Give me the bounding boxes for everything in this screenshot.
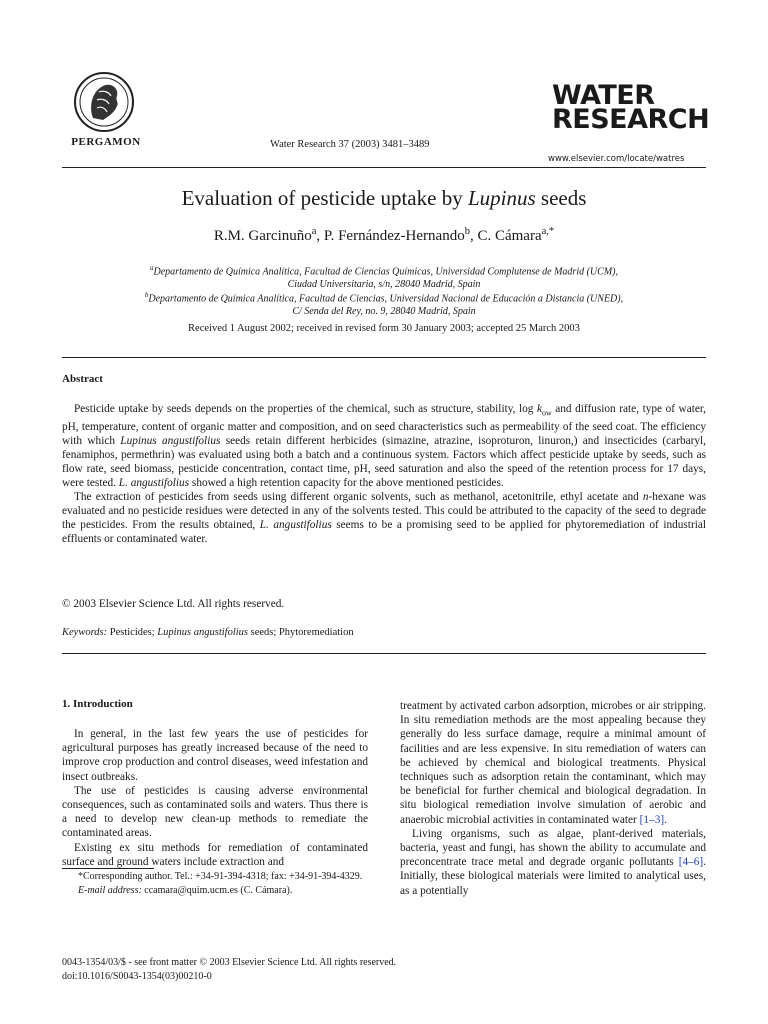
- author-name: R.M. Garcinuño: [213, 228, 312, 244]
- keywords: Keywords: Pesticides; Lupinus angustifolius seeds; Phytoremediation: [62, 627, 354, 638]
- abstract-rule: [62, 653, 706, 654]
- elsevier-tree-icon: [69, 70, 139, 134]
- title-text: Evaluation of pesticide uptake by: [181, 186, 468, 210]
- issn-line: 0043-1354/03/$ - see front matter © 2003 Elsevier Science Ltd. All rights reserved.: [62, 957, 397, 968]
- body-paragraph: In general, in the last few years the use of pesticides for agricultural purposes has greatly increased because of the need to improve crop production and control diseases, weed infestation and insect outbreaks.: [62, 728, 368, 783]
- front-matter: [62, 956, 396, 984]
- abstract-paragraph: The extraction of pesticides from seeds using different organic solvents, such as methanol, acetonitrile, ethyl acetate and n-hexane was evaluated and no pesticide residues were detected in any of the solvents tested. This could be attributed to the capacity of the seed to degrade the pesticides. From the results obtained, L. angustifolius seems to be a promising seed to be applied for phytoremediation of industrial effluents or contaminated water.: [62, 491, 706, 546]
- brand-line-2: RESEARCH: [552, 104, 710, 135]
- abstract-body: [62, 402, 706, 546]
- journal-reference: Water Research 37 (2003) 3481–3489: [270, 139, 430, 150]
- affiliation-a: [0, 262, 768, 291]
- citation-link[interactable]: [4–6]: [678, 856, 704, 869]
- title-italic: Lupinus: [467, 186, 536, 210]
- keywords-label: Keywords:: [62, 627, 108, 638]
- footnote-rule: [62, 868, 154, 869]
- body-paragraph: The use of pesticides is causing adverse environmental consequences, such as contaminated soils and waters. Thus there is a need to develop new clean-up methods to remediate the contaminated areas.: [62, 784, 368, 840]
- publisher-name: PERGAMON: [71, 136, 141, 148]
- abstract-heading: Abstract: [62, 373, 103, 385]
- copyright-notice: © 2003 Elsevier Science Ltd. All rights reserved.: [62, 598, 285, 610]
- header-rule: [62, 167, 706, 168]
- received-dates: Received 1 August 2002; received in revised form 30 January 2003; accepted 25 March 2003: [188, 323, 580, 334]
- left-column: [62, 727, 368, 869]
- section-heading: 1. Introduction: [62, 698, 133, 710]
- email-link[interactable]: ccamara@quim.ucm.es (C. Cámara).: [141, 885, 293, 896]
- author-affil-mark: b: [464, 226, 470, 237]
- affil-a-line1: Departamento de Química Analítica, Facultad de Ciencias Químicas, Universidad Complutense de Madrid (UCM),: [153, 266, 618, 278]
- affiliation-b: [0, 289, 768, 318]
- body-paragraph: treatment by activated carbon adsorption, microbes or air stripping. In situ remediation methods are the most appealing because they generally do less surface damage, require a minimal amount of facilities and are less expensive. In situ remediation of waters can be achieved by chemical and biological treatments. Physical techniques such as adsorption retain the contaminant, which may be beneficial for further chemical and biological degradation. In situ biological remediation involve simulation of aerobic and anaerobic microbial activities in contaminated water [1–3].: [400, 700, 706, 826]
- body-paragraph: Living organisms, such as algae, plant-derived materials, bacteria, yeast and fungi, has shown the ability to accumulate and preconcentrate trace metal and degrade organic pollutants [4–6]. Initially, these biological materials were limited to analytical uses, as a potentially: [400, 827, 706, 897]
- affil-mark: a: [150, 264, 154, 272]
- author-list: [0, 226, 768, 245]
- affil-a-line2: Ciudad Universitaria, s/n, 28040 Madrid, Spain: [287, 279, 481, 291]
- article-title: [0, 186, 768, 211]
- title-rule: [62, 357, 706, 358]
- title-end: seeds: [535, 186, 587, 210]
- body-paragraph: Existing ex situ methods for remediation of contaminated surface and ground waters include extraction and: [62, 841, 368, 868]
- right-column: [400, 699, 706, 898]
- corresponding-author: *Corresponding author. Tel.: +34-91-394-4318; fax: +34-91-394-4329.: [78, 871, 363, 882]
- affil-mark: b: [144, 291, 149, 299]
- author-name: C. Cámara: [477, 228, 542, 244]
- author-separator: ,: [469, 228, 478, 244]
- journal-url-link[interactable]: www.elsevier.com/locate/watres: [548, 154, 685, 164]
- citation-link[interactable]: [1–3]: [639, 813, 665, 826]
- brand-line-1: WATER: [552, 80, 655, 111]
- footnote: [62, 870, 368, 898]
- journal-brand: [552, 80, 710, 135]
- affil-b-line1: Departamento de Química Analítica, Facultad de Ciencias, Universidad Nacional de Educación a Distancia (UNED),: [148, 293, 624, 305]
- email-line: E-mail address: ccamara@quim.ucm.es (C. Cámara).: [78, 885, 293, 896]
- author-separator: ,: [316, 228, 324, 244]
- doi-line: doi:10.1016/S0043-1354(03)00210-0: [62, 971, 212, 982]
- author-affil-mark: a: [311, 226, 317, 237]
- author-name: P. Fernández-Hernando: [323, 228, 465, 244]
- abstract-paragraph: Pesticide uptake by seeds depends on the properties of the chemical, such as structure, stability, $\log k_{ow}$ and diffusion rate, type of water, pH, temperature, content of organic matter and composition, and on seed characteristics such as permeability of the seed coat. The efficiency with which Lupinus angustifolius seeds retain different herbicides (simazine, atrazine, isoproturon, linuron,) and insecticides (carbaryl, fenamiphos, permethrin) was evaluated using both a batch and a continuous system. Factors which affect pesticide uptake by seeds, such as flow rate, seed biomass, pesticide concentration, contact time, pH, seed saturation and also the speed of the retention process for 17 days, were tested. L. angustifolius showed a high retention capacity for the above mentioned pesticides.: [62, 403, 706, 490]
- author-affil-mark: a,*: [541, 226, 555, 237]
- affil-b-line2: C/ Senda del Rey, no. 9, 28040 Madrid, Spain: [292, 306, 476, 318]
